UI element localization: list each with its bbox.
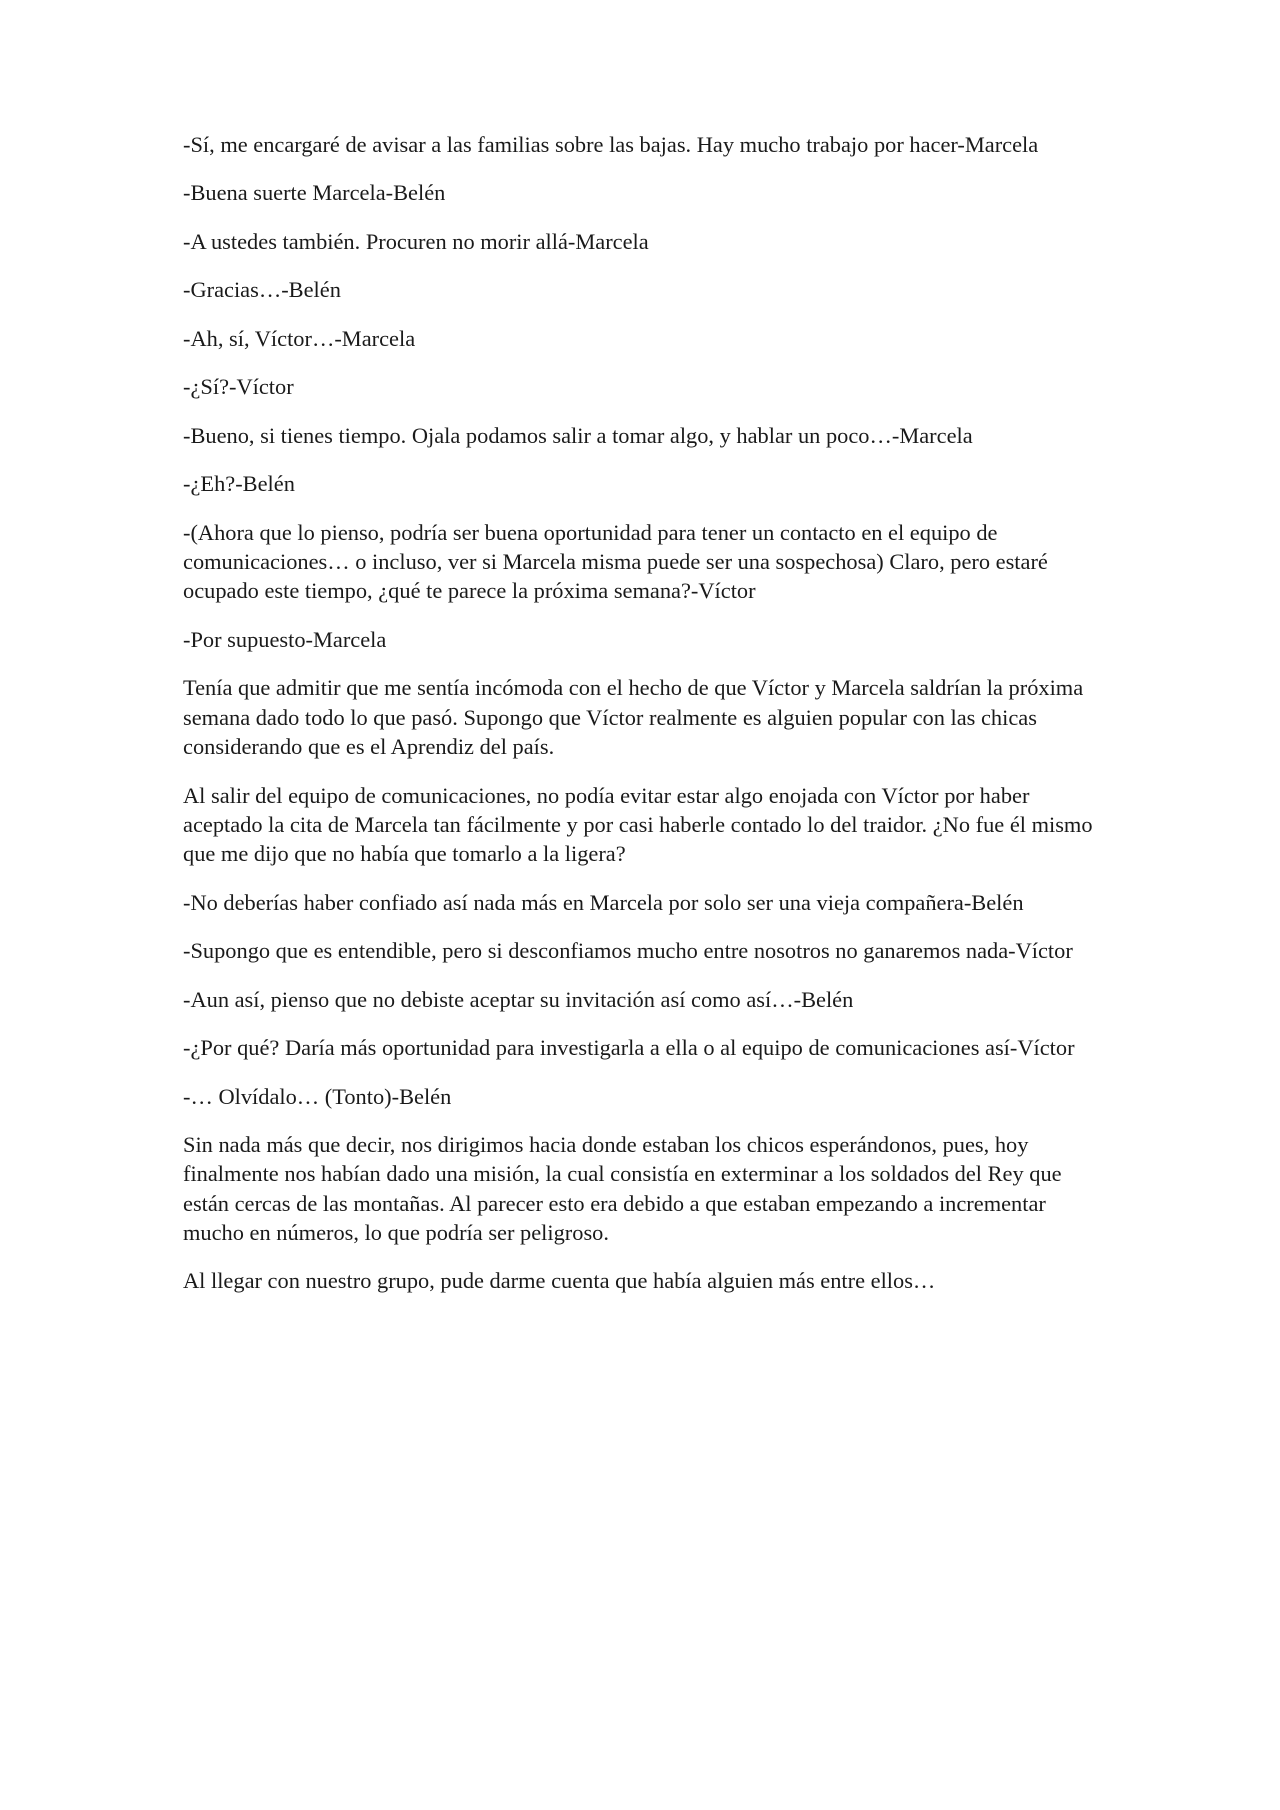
dialogue-line-marcela-por-supuesto: -Por supuesto-Marcela — [183, 626, 387, 652]
dialogue-line-victor-supongo: -Supongo que es entendible, pero si desconfiamos mucho entre nosotros no ganaremos nada-Víctor — [183, 938, 1073, 964]
dialogue-line-belen-eh: -¿Eh?-Belén — [183, 471, 295, 497]
dialogue-line-marcela-familias: -Sí, me encargaré de avisar a las familias sobre las bajas. Hay mucho trabajo por hacer-Marcela — [183, 132, 1039, 157]
dialogue-line-belen-buena-suerte: -Buena suerte Marcela-Belén — [183, 180, 446, 206]
dialogue-line-belen-aun-asi: -Aun así, pienso que no debiste aceptar su invitación así como así…-Belén — [183, 986, 854, 1012]
dialogue-line-victor-por-que: -¿Por qué? Daría más oportunidad para investigarla a ella o al equipo de comunicaciones así-Víctor — [183, 1035, 1075, 1061]
dialogue-line-belen-no-deberias: -No deberías haber confiado así nada más en Marcela por solo ser una vieja compañera-Belén — [183, 889, 1024, 915]
dialogue-line-marcela-bueno: -Bueno, si tienes tiempo. Ojala podamos salir a tomar algo, y hablar un poco…-Marcela — [183, 422, 973, 448]
dialogue-line-belen-olvidalo: -… Olvídalo… (Tonto)-Belén — [183, 1083, 452, 1109]
dialogue-line-marcela-procuren: -A ustedes también. Procuren no morir allá-Marcela — [183, 228, 649, 254]
narration-paragraph-al-salir: Al salir del equipo de comunicaciones, no podía evitar estar algo enojada con Víctor por haber aceptado la cita de Marcela tan fácilmente y por casi haberle contado lo del traidor. ¿No fue él mismo que me dijo que no había que tomarlo a la ligera? — [183, 782, 1093, 867]
narration-paragraph-sin-nada: Sin nada más que decir, nos dirigimos hacia donde estaban los chicos esperándonos, pues, hoy finalmente nos habían dado una misión, la cual consistía en exterminar a los soldados del Rey que están cercas de las montañas. Al parecer esto era debido a que estaban empezando a incrementar mucho en números, lo que podría ser peligroso. — [183, 1132, 1062, 1245]
dialogue-line-belen-gracias: -Gracias…-Belén — [183, 277, 341, 303]
narration-paragraph-incomoda: Tenía que admitir que me sentía incómoda con el hecho de que Víctor y Marcela saldrían la próxima semana dado todo lo que pasó. Supongo que Víctor realmente es alguien popular con las chicas considerando que es el Aprendiz del país. — [183, 675, 1084, 760]
document-page — [183, 130, 1103, 1315]
dialogue-line-victor-si: -¿Sí?-Víctor — [183, 374, 294, 400]
dialogue-line-marcela-ah-si: -Ah, sí, Víctor…-Marcela — [183, 325, 416, 351]
narration-paragraph-al-llegar: Al llegar con nuestro grupo, pude darme cuenta que había alguien más entre ellos… — [183, 1268, 936, 1294]
dialogue-line-victor-ahora: -(Ahora que lo pienso, podría ser buena oportunidad para tener un contacto en el equipo de comunicaciones… o incluso, ver si Marcela misma puede ser una sospechosa) Claro, pero estaré ocupado este tiempo, ¿qué te parece la próxima semana?-Víctor — [183, 519, 1048, 604]
